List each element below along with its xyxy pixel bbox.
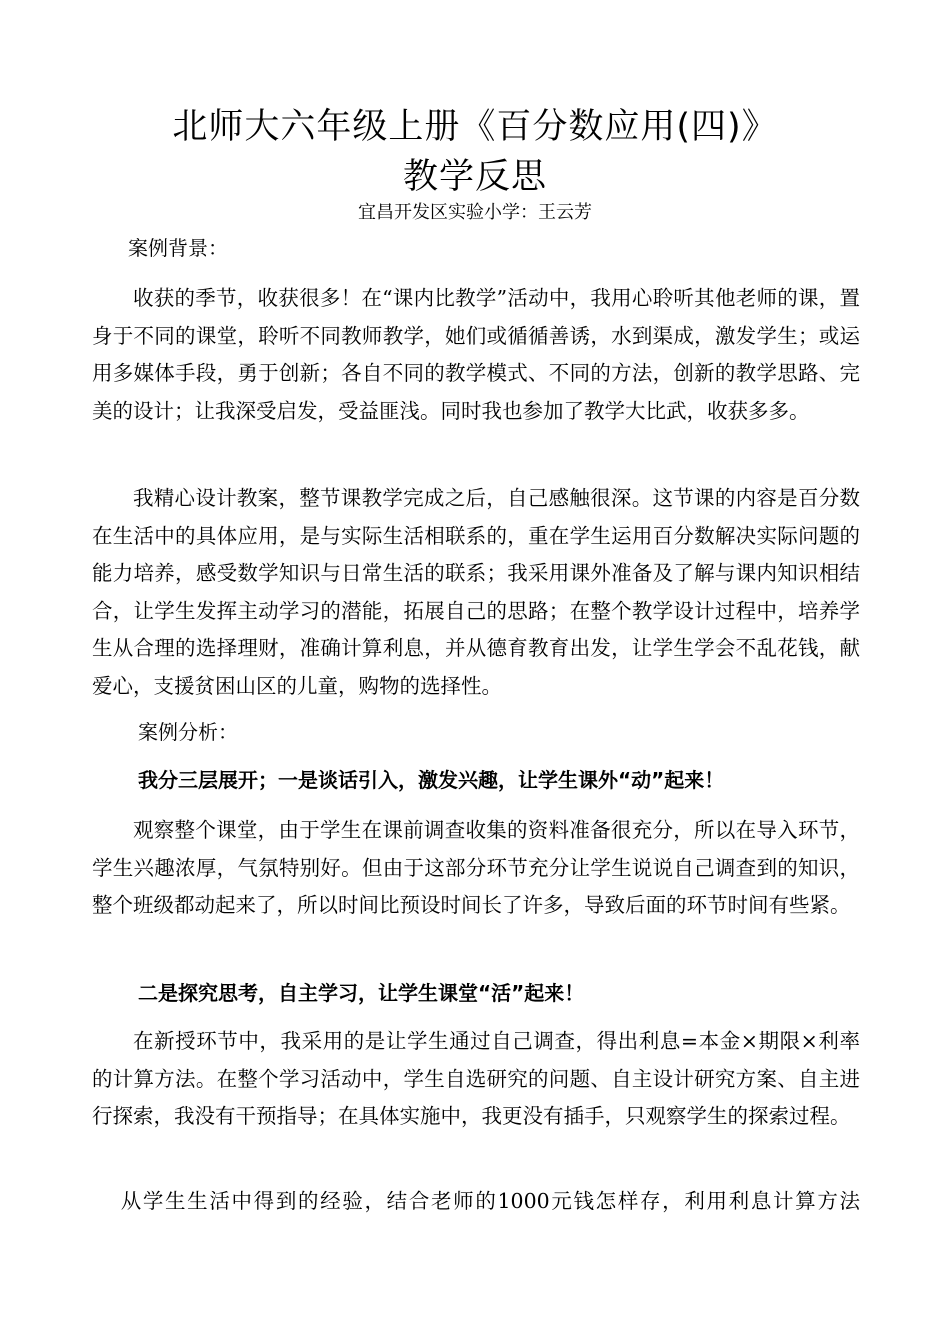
paragraph-analysis-3: 从学生生活中得到的经验，结合老师的1000元钱怎样存，利用利息计算方法 bbox=[120, 1189, 860, 1213]
layer-heading-2: 二是探究思考，自主学习，让学生课堂“活”起来！ bbox=[138, 981, 585, 1005]
paragraph-analysis-1: 观察整个课堂，由于学生在课前调查收集的资料准备很充分，所以在导入环节，学生兴趣浓厚，气氛特别好。但由于这部分环节充分让学生说说自己调查到的知识，整个班级都动起来了，所以时间比预设时间长了许多，导致后面的环节时间有些紧。 bbox=[92, 818, 860, 917]
document-subtitle: 教学反思 bbox=[402, 157, 547, 197]
section-heading-analysis: 案例分析： bbox=[138, 720, 238, 744]
section-heading-background: 案例背景： bbox=[128, 236, 228, 260]
paragraph-analysis-2: 在新授环节中，我采用的是让学生通过自己调查，得出利息=本金×期限×利率的计算方法。在整个学习活动中，学生自选研究的问题、自主设计研究方案、自主进行探索，我没有干预指导；在具体实施中，我更没有插手，只观察学生的探索过程。 bbox=[92, 1029, 860, 1128]
document-title: 北师大六年级上册《百分数应用(四)》 bbox=[172, 107, 778, 147]
paragraph-background-1: 收获的季节，收获很多！在“课内比教学”活动中，我用心聆听其他老师的课，置身于不同的课堂，聆听不同教师教学，她们或循循善诱，水到渠成，激发学生；或运用多媒体手段，勇于创新；各自不同的教学模式、不同的方法，创新的教学思路、完美的设计；让我深受启发，受益匪浅。同时我也参加了教学大比武，收获多多。 bbox=[92, 286, 860, 423]
paragraph-background-2: 我精心设计教案，整节课教学完成之后，自己感触很深。这节课的内容是百分数在生活中的具体应用，是与实际生活相联系的，重在学生运用百分数解决实际问题的能力培养，感受数学知识与日常生活的联系；我采用课外准备及了解与课内知识相结合，让学生发挥主动学习的潜能，拓展自己的思路；在整个教学设计过程中，培养学生从合理的选择理财，准确计算利息，并从德育教育出发，让学生学会不乱花钱，献爱心，支援贫困山区的儿童，购物的选择性。 bbox=[92, 486, 860, 698]
layer-heading-1: 我分三层展开；一是谈话引入，激发兴趣，让学生课外“动”起来！ bbox=[138, 768, 725, 792]
author-line: 宜昌开发区实验小学：王云芳 bbox=[358, 202, 592, 223]
